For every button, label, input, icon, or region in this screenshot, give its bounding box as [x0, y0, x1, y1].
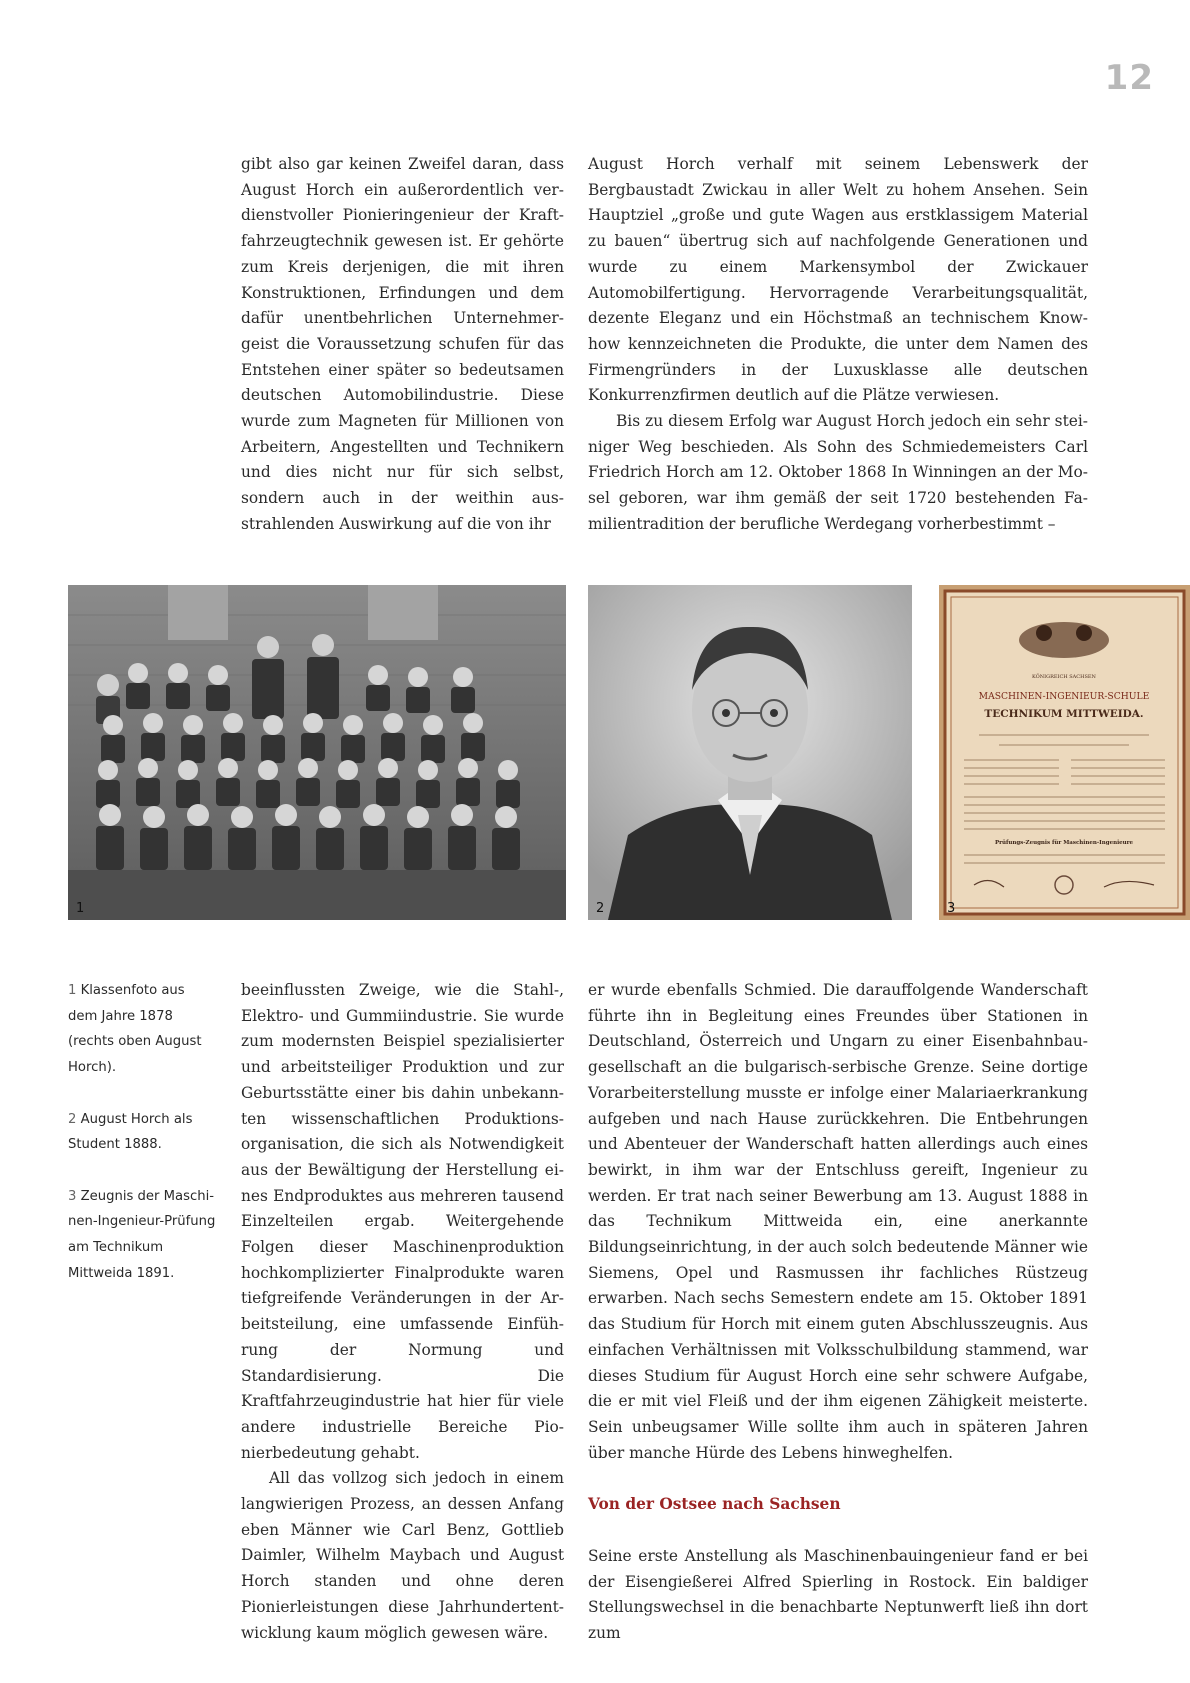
- text-column-lower-left: [241, 978, 564, 1646]
- photo-number: 2: [596, 901, 605, 916]
- caption-number: 3: [68, 1188, 77, 1204]
- paragraph: Bis zu diesem Erfolg war August Horch jedoch ein sehr steiniger Weg beschieden. Als Sohn des Schmiedemeisters Carl Friedrich Horch am 12. Oktober 1868 In Winningen an der Mosel geboren, war ihm gemäß der seit 1720 bestehenden Familientradition der berufliche Werdegang vorherbestimmt –: [588, 412, 1088, 533]
- caption-text: Klassenfoto aus dem Jahre 1878 (rechts oben August Horch).: [68, 983, 202, 1076]
- portrait-image: [588, 585, 912, 920]
- text-column-upper-right: [588, 152, 1088, 538]
- paragraph: All das vollzog sich jedoch in einem langwierigen Prozess, an dessen Anfang eben Männer wie Carl Benz, Gottlieb Daimler, Wilhelm Maybach und August Horch standen und ohne deren Pionierleistungen diese Jahrhundertentwicklung kaum möglich gewesen wäre.: [241, 1469, 564, 1642]
- photo-captions: [68, 978, 218, 1312]
- paragraph: gibt also gar keinen Zweifel daran, dass August Horch ein außerordentlich verdienstvoller Pionieringenieur der Kraftfahrzeugtechnik gewesen ist. Er gehörte zum Kreis derjenigen, die mit ihren Konstruktionen, Erfindungen und dem dafür unentbehrlichen Unternehmergeist die Voraussetzung schufen für das Entstehen einer später so bedeutsamen deutschen Automobilindustrie. Diese wurde zum Magneten für Millionen von Arbeitern, Angestellten und Technikern und dies nicht nur für sich selbst, sondern auch in der weithin ausstrahlenden Auswirkung auf die von ihr: [241, 155, 564, 533]
- paragraph: Seine erste Anstellung als Maschinenbauingenieur fand er bei der Eisengießerei Alfred Spierling in Rostock. Ein baldiger Stellungswechsel in die benachbarte Neptunwerft ließ ihn dort zum: [588, 1547, 1088, 1643]
- cert-exam: Prüfungs-Zeugnis für Maschinen-Ingenieure: [994, 840, 1134, 846]
- cert-school: MASCHINEN-INGENIEUR-SCHULE: [978, 691, 1150, 702]
- photo-number: 1: [76, 901, 85, 916]
- page-number: 12: [1104, 58, 1154, 98]
- class-photo-image: [68, 585, 566, 920]
- paragraph: er wurde ebenfalls Schmied. Die darauffolgende Wanderschaft führte ihn in Begleitung eines Freundes über Stationen in Deutschland, Österreich und Ungarn zu einer Eisenbahnbaugesellschaft an die bulgarisch-serbische Grenze. Seine dortige Vorarbeiterstellung musste er infolge einer Malariaerkrankung aufgeben und nach Hause zurückkehren. Die Entbehrungen und Abenteuer der Wanderschaft hatten allerdings auch eines bewirkt, in ihm war der Entschluss gereift, Ingenieur zu werden. Er trat nach seiner Bewerbung am 13. August 1888 in das Technikum Mittweida ein, eine anerkannte Bildungseinrichtung, in der auch solch bedeutende Männer wie Siemens, Opel und Rasmussen ihr fachliches Rüstzeug erwarben. Nach sechs Semestern endete am 15. Oktober 1891 das Studium für Horch mit einem guten Abschlusszeugnis. Aus einfachen Verhältnissen mit Volksschulbildung stammend, war dieses Studium für August Horch eine sehr schwere Aufgabe, die er mit viel Fleiß und der ihm eigenen Zähigkeit meisterte. Sein unbeugsamer Wille sollte ihm auch in späteren Jahren über manche Hürde des Lebens hinweghelfen.: [588, 981, 1088, 1462]
- cert-place: TECHNIKUM MITTWEIDA.: [984, 708, 1144, 720]
- text-column-lower-right: [588, 978, 1088, 1647]
- caption-2: [68, 1107, 218, 1158]
- caption-number: 2: [68, 1111, 77, 1127]
- paragraph: August Horch verhalf mit seinem Lebenswerk der Bergbaustadt Zwickau in aller Welt zu hohem Ansehen. Sein Hauptziel „große und gute Wagen aus erstklassigem Material zu bauen“ übertrug sich auf nachfolgende Generationen und wurde zu einem Markensymbol der Zwickauer Automobilfertigung. Hervorragende Verarbeitungsqualität, dezente Eleganz und ein Höchstmaß an technischem Know-how kennzeichneten die Produkte, die unter dem Namen des Firmengründers in der Luxusklasse alle deutschen Konkurrenzfirmen deutlich auf die Plätze verwiesen.: [588, 155, 1088, 405]
- cert-state: KÖNIGREICH SACHSEN: [1032, 674, 1096, 680]
- paragraph: beeinflussten Zweige, wie die Stahl-, Elektro- und Gummiindustrie. Sie wurde zum modernsten Beispiel spezialisierter und arbeitsteiliger Produktion und zur Geburtsstätte einer bis dahin unbekannten wissenschaftlichen Produktionsorganisation, die sich als Notwendigkeit aus der Bewältigung der Herstellung eines Endproduktes aus mehreren tausend Einzelteilen ergab. Weitergehende Folgen dieser Maschinenproduktion hochkomplizierter Finalprodukte waren tiefgreifende Veränderungen in der Arbeitsteilung, eine umfassende Einführung der Normung und Standardisierung. Die Kraftfahrzeugindustrie hat hier für viele andere industrielle Bereiche Pionierbedeutung gehabt.: [241, 981, 564, 1462]
- certificate-photo-1891: [939, 585, 1190, 920]
- caption-text: Zeugnis der Maschinen-Ingenieur-Prüfung am Technikum Mittweida 1891.: [68, 1188, 216, 1281]
- caption-1: [68, 978, 218, 1081]
- text-column-upper-left: [241, 152, 564, 538]
- certificate-image: [939, 585, 1190, 920]
- caption-3: [68, 1184, 218, 1287]
- section-heading: Von der Ostsee nach Sachsen: [588, 1495, 841, 1514]
- caption-text: August Horch als Student 1888.: [68, 1111, 193, 1153]
- photo-number: 3: [947, 901, 956, 916]
- portrait-photo-1888: [588, 585, 912, 920]
- class-photo-1878: [68, 585, 566, 920]
- caption-number: 1: [68, 983, 77, 998]
